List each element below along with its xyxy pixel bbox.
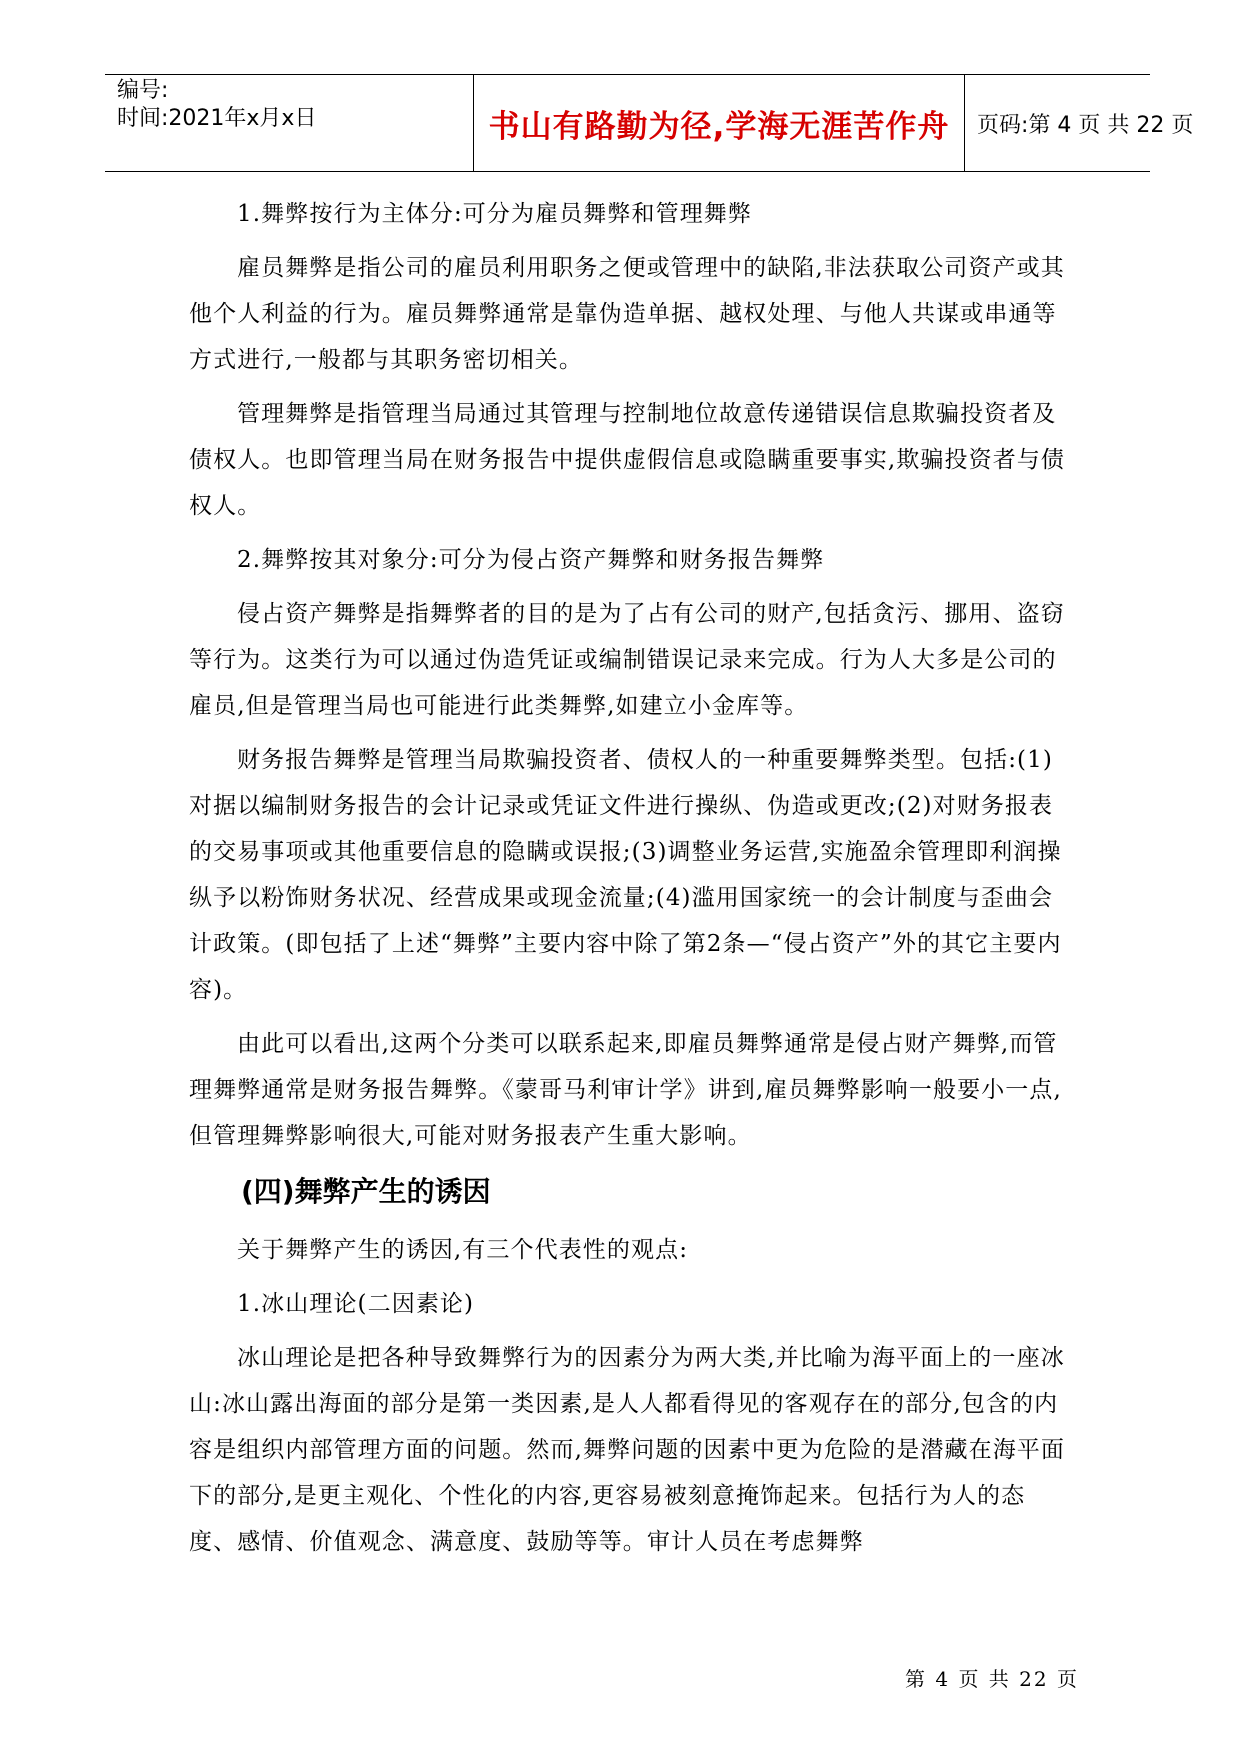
header-meta [117, 75, 473, 171]
paragraph: 关于舞弊产生的诱因,有三个代表性的观点: [237, 1237, 689, 1263]
paragraph: 冰山理论是把各种导致舞弊行为的因素分为两大类,并比喻为海平面上的一座冰山:冰山露出海面的部分是第一类因素,是人人都看得见的客观存在的部分,包含的内容是组织内部管理方面的问题。然而,舞弊问题的因素中更为危险的是潜藏在海平面下的部分,是更主观化、个性化的内容,更容易被刻意掩饰起来。包括行为人的态度、感情、价值观念、满意度、鼓励等等。审计人员在考虑舞弊 [189, 1345, 1066, 1555]
paragraph: 2.舞弊按其对象分:可分为侵占资产舞弊和财务报告舞弊 [237, 547, 825, 573]
document-time-label: 时间:2021年x月x日 [117, 106, 317, 131]
document-body [189, 191, 1069, 1573]
paragraph: 管理舞弊是指管理当局通过其管理与控制地位故意传递错误信息欺骗投资者及债权人。也即管理当局在财务报告中提供虚假信息或隐瞒重要事实,欺骗投资者与债权人。 [189, 401, 1066, 519]
page-footer-number: 第 4 页 共 22 页 [905, 1667, 1079, 1691]
section-heading: (四)舞弊产生的诱因 [241, 1175, 491, 1208]
paragraph: 雇员舞弊是指公司的雇员利用职务之便或管理中的缺陷,非法获取公司资产或其他个人利益的行为。雇员舞弊通常是靠伪造单据、越权处理、与他人共谋或串通等方式进行,一般都与其职务密切相关。 [189, 255, 1065, 373]
paragraph: 由此可以看出,这两个分类可以联系起来,即雇员舞弊通常是侵占财产舞弊,而管理舞弊通常是财务报告舞弊。《蒙哥马利审计学》讲到,雇员舞弊影响一般要小一点,但管理舞弊影响很大,可能对财务报表产生重大影响。 [189, 1031, 1062, 1149]
paragraph: 侵占资产舞弊是指舞弊者的目的是为了占有公司的财产,包括贪污、挪用、盗窃等行为。这类行为可以通过伪造凭证或编制错误记录来完成。行为人大多是公司的雇员,但是管理当局也可能进行此类舞弊,如建立小金库等。 [189, 601, 1065, 719]
paragraph: 1.舞弊按行为主体分:可分为雇员舞弊和管理舞弊 [237, 201, 752, 227]
header-motto-cell [473, 75, 965, 171]
document-number-label: 编号: [117, 78, 169, 103]
paragraph: 1.冰山理论(二因素论) [237, 1291, 475, 1317]
header-motto: 书山有路勤为径,学海无涯苦作舟 [488, 108, 950, 145]
page-header [105, 74, 1194, 172]
paragraph: 财务报告舞弊是管理当局欺骗投资者、债权人的一种重要舞弊类型。包括:(1)对据以编制财务报告的会计记录或凭证文件进行操纵、伪造或更改;(2)对财务报表的交易事项或其他重要信息的隐瞒或误报;(3)调整业务运营,实施盈余管理即利润操纵予以粉饰财务状况、经营成果或现金流量;(4)滥用国家统一的会计制度与歪曲会计政策。(即包括了上述“舞弊”主要内容中除了第2条—“侵占资产”外的其它主要内容)。 [189, 747, 1062, 1003]
header-page-info: 页码:第 4 页 共 22 页 [977, 112, 1194, 138]
